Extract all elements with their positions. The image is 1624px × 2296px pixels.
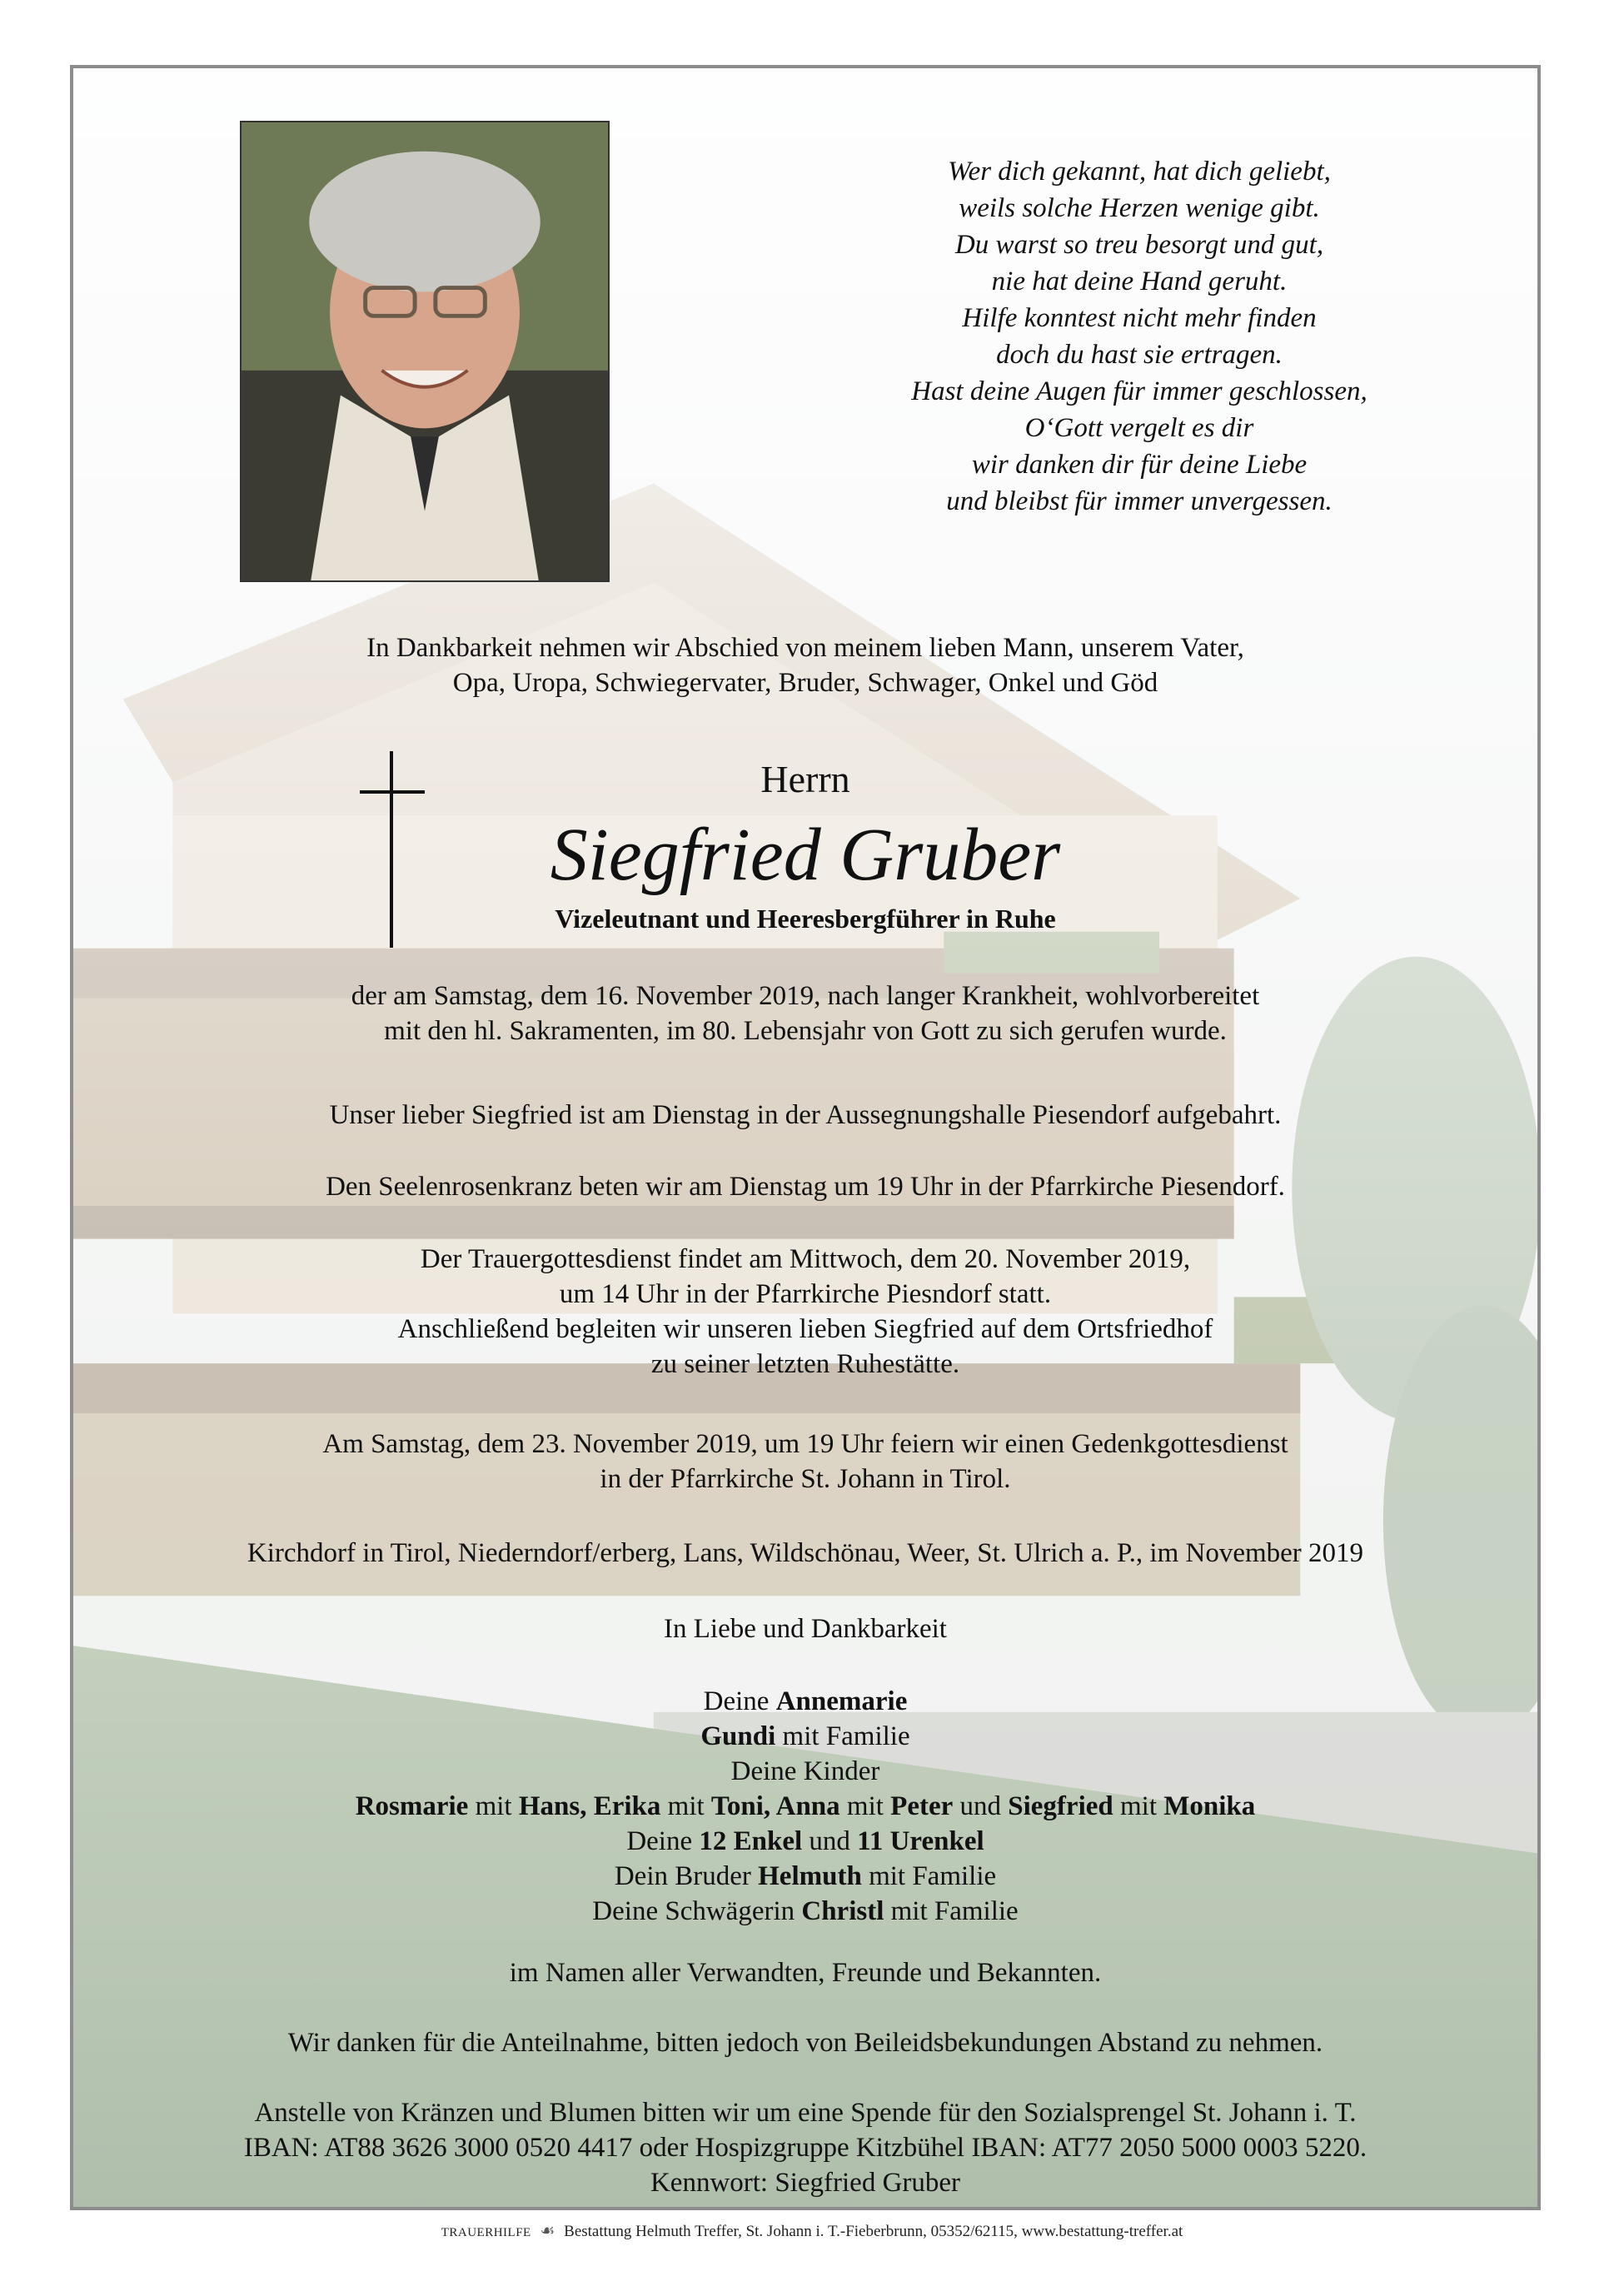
leaf-logo-icon: ☙ xyxy=(540,2222,555,2240)
mourner-children: Rosmarie mit Hans, Erika mit Toni, Anna mit Peter und Siegfried mit Monika xyxy=(355,1791,1256,1821)
mourner-grandchildren: Deine 12 Enkel und 11 Urenkel xyxy=(626,1826,984,1856)
deceased-title: Vizeleutnant und Heeresbergführer in Ruhe xyxy=(555,904,1056,934)
donation-notice xyxy=(73,2095,1537,2200)
mourner-brother: Dein Bruder Helmuth mit Familie xyxy=(614,1861,997,1891)
donation-line: Anstelle von Kränzen und Blumen bitten wir um eine Spende für den Sozialsprengel St. Johann i. T. xyxy=(254,2098,1357,2128)
farewell-intro xyxy=(73,630,1537,700)
memorial-line: in der Pfarrkirche St. Johann in Tirol. xyxy=(600,1464,1011,1494)
undertaker-footer xyxy=(0,2220,1624,2241)
memorial-service-notice xyxy=(73,1427,1537,1497)
mourner-sister-in-law: Deine Schwägerin Christl mit Familie xyxy=(592,1896,1019,1926)
poem-line: doch du hast sie ertragen. xyxy=(996,340,1283,370)
memorial-line: Am Samstag, dem 23. November 2019, um 19 Uhr feiern wir einen Gedenkgottesdienst xyxy=(322,1429,1288,1459)
children-label: Deine Kinder xyxy=(730,1756,880,1786)
relatives-line: im Namen aller Verwandten, Freunde und Bekannten. xyxy=(509,1958,1102,1988)
funeral-line: um 14 Uhr in der Pfarrkirche Piesndorf statt. xyxy=(559,1279,1052,1309)
places-date-line: Kirchdorf in Tirol, Niederndorf/erberg, Lans, Wildschönau, Weer, St. Ulrich a. P., im November 2019 xyxy=(247,1538,1364,1568)
thanks-line: Wir danken für die Anteilnahme, bitten jedoch von Beileidsbekundungen Abstand zu nehmen. xyxy=(287,2028,1323,2058)
mourner-wife: Deine Annemarie xyxy=(703,1686,908,1716)
viewing-line: Unser lieber Siegfried ist am Dienstag in der Aussegnungshalle Piesendorf aufgebahrt. xyxy=(329,1100,1282,1130)
obituary-card xyxy=(70,65,1541,2210)
death-notice xyxy=(73,979,1537,1048)
footer-contact: Bestattung Helmuth Treffer, St. Johann i. T.-Fieberbrunn, 05352/62115, www.bestattung-treffer.at xyxy=(564,2223,1183,2240)
donation-line: IBAN: AT88 3626 3000 0520 4417 oder Hospizgruppe Kitzbühel IBAN: AT77 2050 5000 0003 5220. xyxy=(243,2133,1367,2163)
death-notice-line: der am Samstag, dem 16. November 2019, nach langer Krankheit, wohlvorbereitet xyxy=(351,981,1260,1011)
poem-line: weils solche Herzen wenige gibt. xyxy=(959,193,1320,223)
closing-line: In Liebe und Dankbarkeit xyxy=(664,1614,947,1644)
portrait-photo xyxy=(240,121,610,582)
funeral-line: zu seiner letzten Ruhestätte. xyxy=(650,1349,960,1379)
deceased-name: Siegfried Gruber xyxy=(550,814,1061,896)
viewing-notice xyxy=(73,1098,1537,1133)
rosary-line: Den Seelenrosenkranz beten wir am Dienstag um 19 Uhr in der Pfarrkirche Piesendorf. xyxy=(326,1172,1285,1202)
poem-line: nie hat deine Hand geruht. xyxy=(991,266,1288,296)
funeral-notice xyxy=(73,1242,1537,1382)
funeral-line: Der Trauergottesdienst findet am Mittwoch, dem 20. November 2019, xyxy=(420,1244,1191,1274)
poem-line: Du warst so treu besorgt und gut, xyxy=(954,230,1324,260)
mourner-gundi: Gundi mit Familie xyxy=(700,1721,910,1751)
poem-line: Hast deine Augen für immer geschlossen, xyxy=(911,376,1367,406)
death-notice-line: mit den hl. Sakramenten, im 80. Lebensjahr von Gott zu sich gerufen wurde. xyxy=(384,1016,1227,1046)
funeral-line: Anschließend begleiten wir unseren lieben Siegfried auf dem Ortsfriedhof xyxy=(397,1314,1213,1344)
mourners-list xyxy=(73,1684,1537,1929)
poem-line: und bleibst für immer unvergessen. xyxy=(946,486,1333,516)
memorial-poem xyxy=(823,153,1456,520)
poem-line: wir danken dir für deine Liebe xyxy=(971,450,1308,480)
donation-line: Kennwort: Siegfried Gruber xyxy=(650,2168,961,2198)
places-and-date xyxy=(73,1536,1537,1571)
poem-line: Hilfe konntest nicht mehr finden xyxy=(962,303,1317,333)
footer-brand: TRAUERHILFE xyxy=(441,2226,531,2239)
salutation: Herrn xyxy=(760,758,850,800)
intro-line: In Dankbarkeit nehmen wir Abschied von meinem lieben Mann, unserem Vater, xyxy=(366,633,1244,663)
poem-line: O‘Gott vergelt es dir xyxy=(1024,413,1254,443)
intro-line: Opa, Uropa, Schwiegervater, Bruder, Schwager, Onkel und Göd xyxy=(452,668,1158,698)
poem-line: Wer dich gekannt, hat dich geliebt, xyxy=(948,157,1331,187)
closing-phrase xyxy=(73,1611,1537,1646)
rosary-notice xyxy=(73,1169,1537,1204)
